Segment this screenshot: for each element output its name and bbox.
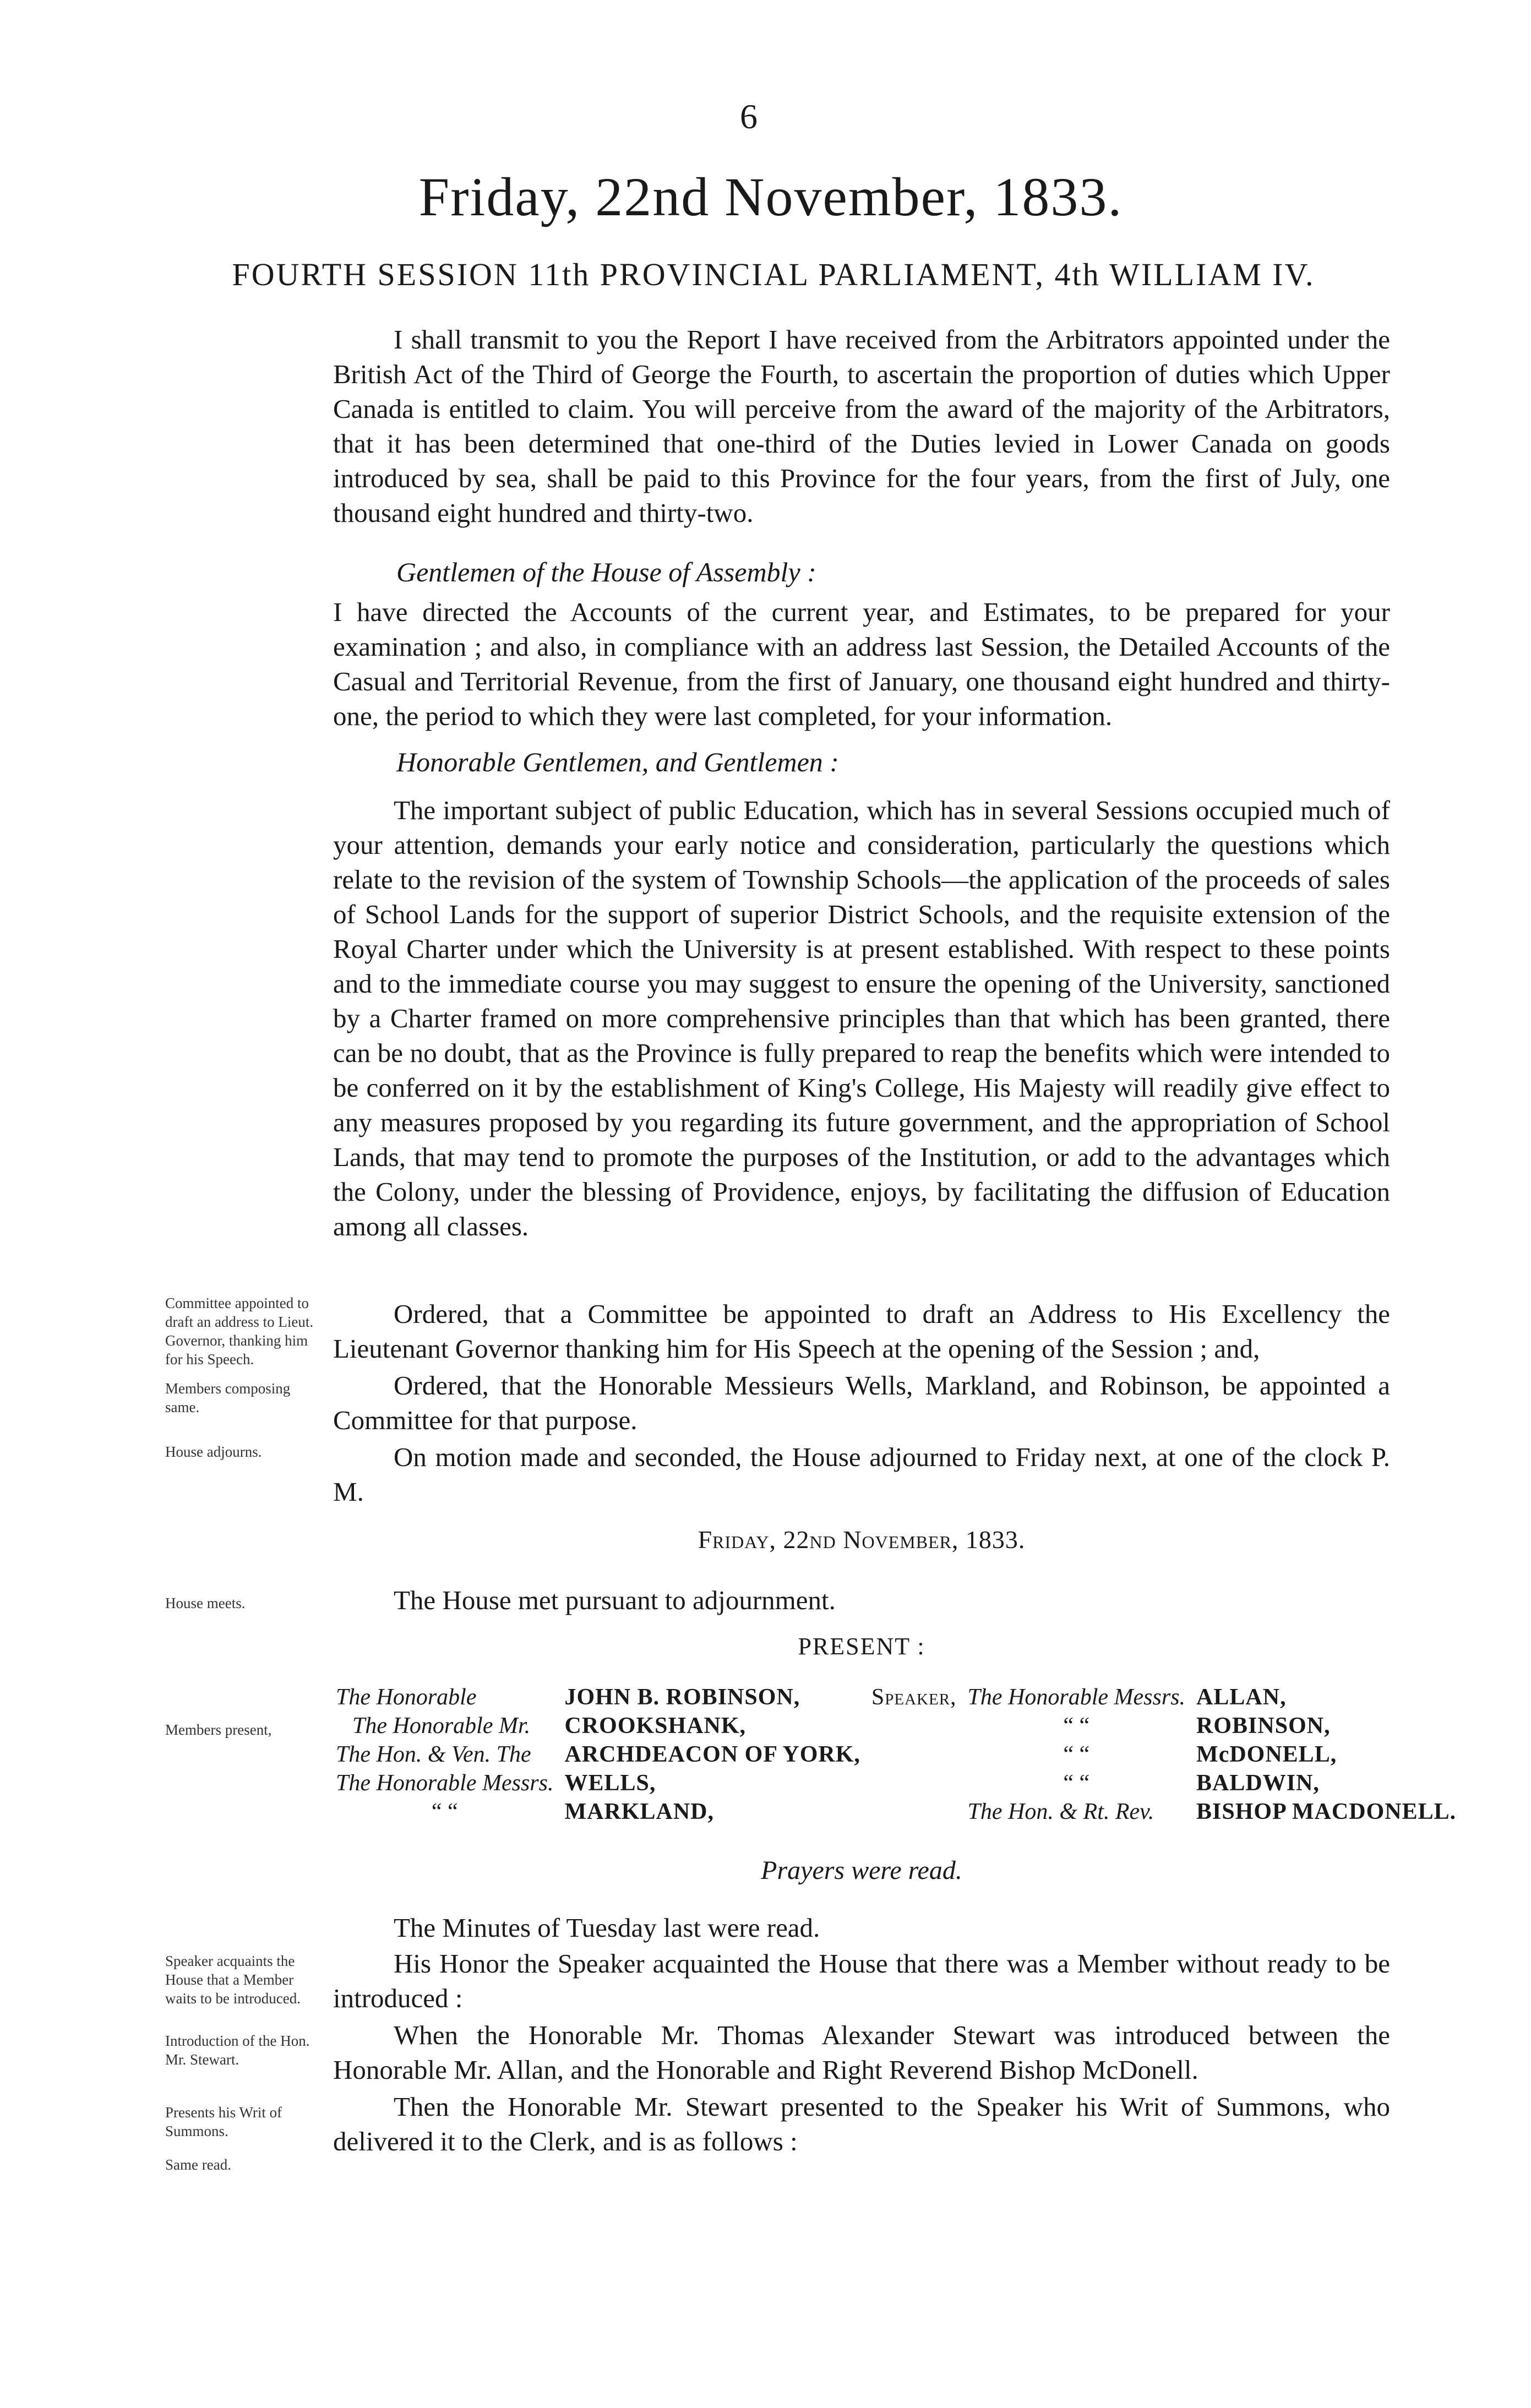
- table-row: [330, 1796, 1462, 1825]
- margin-note-meets: House meets.: [165, 1595, 246, 1611]
- member-name: CROOKSHANK,: [564, 1713, 747, 1739]
- member-name: ROBINSON,: [1196, 1713, 1331, 1739]
- heading-session: FOURTH SESSION 11th PROVINCIAL PARLIAMENT, 4th WILLIAM IV.: [232, 257, 1315, 292]
- paragraph-education: The important subject of public Education, which has in several Sessions occupied much of your attention, demands your early notice and consideration, particularly the questions which relate to the revision of the system of Township Schools—the application of the proceeds of sales of School Lands for the support of superior District Schools, and the requisite extension of the Royal Charter under which the University is at present established. With respect to these points and to the immediate course you may suggest to ensure the opening of the University, sanctioned by a Charter framed on more comprehensive principles than that which has been granted, there can be no doubt, that as the Province is fully prepared to reap the benefits which were intended to be conferred on it by the establishment of King's College, His Majesty will readily give effect to any measures proposed by you regarding its future government, and the appropriation of School Lands, that may tend to promote the purposes of the Institution, or add to the advantages which the Colony, under the blessing of Providence, enjoys, by facilitating the diffusion of Education among all classes.: [333, 795, 1390, 1241]
- member-name: ALLAN,: [1196, 1685, 1287, 1710]
- paragraph-arbitrators: I shall transmit to you the Report I have received from the Arbitrators appointed under the British Act of the Third of George the Fourth, to ascertain the proportion of duties which Upper Canada is entitled to claim. You will perceive from the award of the majority of the Arbitrators, that it has been determined that one-third of the Duties levied in Lower Canada on goods introduced by sea, shall be paid to this Province for the four years, from the first of July, one thousand eight hundred and thirty-two.: [333, 324, 1390, 528]
- subheading-gentlemen: Honorable Gentlemen, and Gentlemen :: [396, 747, 839, 777]
- member-name: JOHN B. ROBINSON,: [564, 1685, 800, 1710]
- paragraph-accounts: I have directed the Accounts of the current year, and Estimates, to be prepared for your examination ; and also, in compliance with an address last Session, the Detailed Accounts of the Casual and Territorial Revenue, from the first of January, one thousand eight hundred and thirty-one, the period to which they were last completed, for your information.: [333, 597, 1390, 731]
- member-name: McDONELL,: [1196, 1742, 1337, 1767]
- member-role: [866, 1796, 962, 1825]
- margin-note-introduction: Introduction of the Hon. Mr. Stewart.: [165, 2033, 310, 2068]
- paragraph-committee-members: Ordered, that the Honorable Messieurs Wells, Markland, and Robinson, be appointed a Committee for that purpose.: [333, 1370, 1390, 1435]
- paragraph-speaker: His Honor the Speaker acquainted the House that there was a Member without ready to be introduced :: [333, 1948, 1390, 2013]
- member-prefix: The Honorable: [336, 1685, 477, 1710]
- subheading-assembly: Gentlemen of the House of Assembly :: [396, 557, 816, 587]
- prayers-line: Prayers were read.: [761, 1856, 962, 1885]
- paragraph-adjourn: On motion made and seconded, the House adjourned to Friday next, at one of the clock P. M.: [333, 1442, 1390, 1507]
- member-name: MARKLAND,: [564, 1799, 714, 1824]
- member-name: ARCHDEACON OF YORK,: [564, 1742, 860, 1767]
- table-row: [330, 1682, 1462, 1710]
- paragraph-introduction: When the Honorable Mr. Thomas Alexander Stewart was introduced between the Honorable Mr. Allan, and the Honorable and Right Reverend Bishop McDonell.: [333, 2020, 1390, 2085]
- page-number: 6: [740, 97, 758, 136]
- margin-note-present: Members present,: [165, 1721, 272, 1738]
- margin-note-adjourns: House adjourns.: [165, 1443, 262, 1460]
- paragraph-writ: Then the Honorable Mr. Stewart presented to the Speaker his Writ of Summons, who delivered it to the Clerk, and is as follows :: [333, 2091, 1390, 2156]
- member-role: [866, 1710, 962, 1739]
- ditto-marks: “ “: [1063, 1713, 1090, 1739]
- paragraph-house-met: The House met pursuant to adjournment.: [394, 1585, 836, 1615]
- member-role: [866, 1768, 962, 1796]
- ditto-marks: “ “: [1063, 1742, 1090, 1767]
- margin-note-same-read: Same read.: [165, 2156, 231, 2173]
- present-heading: PRESENT :: [798, 1633, 925, 1660]
- margin-note-speaker: Speaker acquaints the House that a Member waits to be introduced.: [165, 1953, 301, 2007]
- member-name: WELLS,: [564, 1770, 656, 1796]
- ditto-marks: “ “: [1063, 1770, 1090, 1796]
- member-prefix: The Honorable Mr.: [352, 1713, 531, 1739]
- margin-note-writ: Presents his Writ of Summons.: [165, 2104, 282, 2139]
- member-role: [866, 1739, 962, 1768]
- section-date: Friday, 22nd November, 1833.: [698, 1526, 1026, 1554]
- paragraph-minutes: The Minutes of Tuesday last were read.: [394, 1913, 820, 1943]
- member-name: BALDWIN,: [1196, 1770, 1320, 1796]
- table-row: [330, 1710, 1462, 1739]
- member-prefix: The Honorable Messrs.: [967, 1685, 1186, 1710]
- member-name: BISHOP MACDONELL.: [1196, 1799, 1457, 1824]
- margin-note-members-composing: Members composing same.: [165, 1380, 291, 1415]
- ditto-marks: “ “: [431, 1799, 458, 1824]
- paragraph-committee-ordered: Ordered, that a Committee be appointed to draft an Address to His Excellency the Lieutenant Governor thanking him for His Speech at the opening of the Session ; and,: [333, 1299, 1390, 1364]
- table-row: [330, 1739, 1462, 1768]
- margin-note-committee: Committee appointed to draft an address to Lieut. Governor, thanking him for his Speech.: [165, 1295, 314, 1368]
- member-role: Speaker,: [871, 1685, 957, 1710]
- table-row: [330, 1768, 1462, 1796]
- member-prefix: The Honorable Messrs.: [336, 1770, 554, 1796]
- heading-date: Friday, 22nd November, 1833.: [418, 166, 1123, 227]
- member-prefix: The Hon. & Rt. Rev.: [967, 1799, 1154, 1824]
- members-present-table: [330, 1682, 1462, 1825]
- member-prefix: The Hon. & Ven. The: [336, 1742, 531, 1767]
